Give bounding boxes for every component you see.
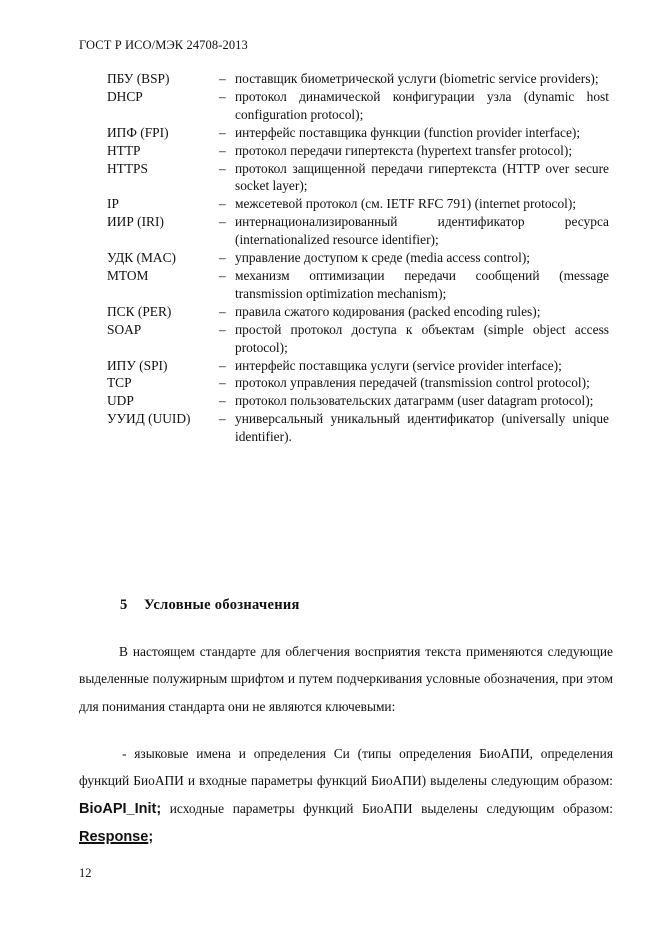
abbreviation-term: MTOM — [107, 267, 149, 283]
abbreviation-definition: управление доступом к среде (media access control); — [235, 250, 531, 266]
notation-lead-text: - языковые имена и определения Си (типы определения БиоАПИ, определения функций БиоАПИ и входные параметры функций БиоАПИ) выделены следующим образом: — [79, 746, 613, 789]
abbreviation-term: UDP — [107, 393, 134, 409]
abbreviation-row — [107, 392, 609, 410]
notation-middle-text: исходные параметры функций БиоАПИ выделены следующим образом: — [161, 800, 613, 816]
abbreviation-term: IP — [107, 196, 119, 212]
abbreviation-dash: – — [219, 142, 226, 158]
abbreviation-dash: – — [219, 393, 226, 409]
abbreviation-term: TCP — [107, 375, 132, 391]
abbreviation-row — [107, 249, 609, 267]
abbreviation-definition: межсетевой протокол (см. IETF RFC 791) (internet protocol); — [235, 196, 577, 212]
abbreviation-definition: протокол защищенной передачи гипертекста (HTTP over secure socket layer); — [235, 160, 609, 194]
abbreviation-definition: поставщик биометрической услуги (biometric service providers); — [235, 71, 599, 86]
abbreviation-row — [107, 374, 609, 392]
abbreviation-term: DHCP — [107, 88, 143, 104]
abbreviation-dash: – — [219, 357, 226, 373]
notation-paragraph — [79, 740, 613, 852]
abbreviation-term: HTTPS — [107, 160, 148, 176]
abbreviation-term: УУИД (UUID) — [107, 411, 191, 427]
section-heading — [120, 597, 300, 614]
abbreviation-dash: – — [219, 321, 226, 337]
abbreviation-dash: – — [219, 124, 226, 140]
abbreviation-definition: интернационализированный идентификатор ресурса (internationalized resource identifier); — [235, 214, 609, 248]
document-header: ГОСТ Р ИСО/МЭК 24708-2013 — [79, 38, 248, 52]
abbreviation-dash: – — [219, 267, 226, 283]
abbreviation-row — [107, 142, 609, 160]
abbreviation-definition: механизм оптимизации передачи сообщений (message transmission optimization mechanism); — [235, 267, 609, 301]
abbreviation-term: ПБУ (BSP) — [107, 71, 170, 86]
abbreviation-dash: – — [219, 160, 226, 176]
abbreviation-dash: – — [219, 214, 226, 230]
abbreviation-term: УДК (MAC) — [107, 250, 176, 266]
abbreviation-row — [107, 70, 609, 88]
abbreviation-definition: протокол управления передачей (transmission control protocol); — [235, 375, 590, 391]
abbreviation-row — [107, 267, 609, 303]
abbreviation-row — [107, 88, 609, 124]
abbreviation-row — [107, 160, 609, 196]
bold-example: BioAPI_Init; — [79, 800, 162, 817]
page-number: 12 — [79, 866, 92, 880]
abbreviation-term: ИИР (IRI) — [107, 214, 164, 230]
abbreviation-row — [107, 303, 609, 321]
abbreviation-definition: правила сжатого кодирования (packed encoding rules); — [235, 303, 541, 319]
abbreviation-definition: интерфейс поставщика функции (function provider interface); — [235, 124, 581, 140]
abbreviation-dash: – — [219, 375, 226, 391]
abbreviation-term: ИПУ (SPI) — [107, 357, 168, 373]
abbreviation-definition: протокол динамической конфигурации узла (dynamic host configuration protocol); — [235, 88, 609, 122]
abbreviation-dash: – — [219, 303, 226, 319]
section-title: Условные обозначения — [144, 597, 300, 613]
abbreviation-dash: – — [219, 250, 226, 266]
abbreviations-list — [107, 70, 609, 446]
abbreviation-term: ПСК (PER) — [107, 303, 172, 319]
section-number: 5 — [120, 597, 128, 613]
underlined-example-tail: ; — [148, 829, 154, 846]
abbreviation-row — [107, 195, 609, 213]
abbreviation-definition: универсальный уникальный идентификатор (universally unique identifier). — [235, 411, 609, 445]
abbreviation-definition: протокол пользовательских датаграмм (user datagram protocol); — [235, 393, 594, 409]
abbreviation-definition: протокол передачи гипертекста (hypertext transfer protocol); — [235, 142, 573, 158]
abbreviation-dash: – — [219, 411, 226, 427]
abbreviation-row — [107, 124, 609, 142]
intro-paragraph: В настоящем стандарте для облегчения восприятия текста применяются следующие выделенные полужирным шрифтом и путем подчеркивания условные обозначения, при этом для понимания стандарта они не являются ключевыми: — [79, 644, 613, 714]
abbreviation-definition: простой протокол доступа к объектам (simple object access protocol); — [235, 321, 609, 355]
abbreviation-row — [107, 410, 609, 446]
abbreviation-term: SOAP — [107, 321, 142, 337]
abbreviation-dash: – — [219, 71, 226, 86]
abbreviation-term: HTTP — [107, 142, 141, 158]
abbreviation-term: ИПФ (FPI) — [107, 124, 169, 140]
abbreviation-definition: интерфейс поставщика услуги (service provider interface); — [235, 357, 562, 373]
abbreviation-row — [107, 357, 609, 375]
abbreviation-row — [107, 321, 609, 357]
abbreviation-dash: – — [219, 88, 226, 104]
abbreviation-row — [107, 213, 609, 249]
underlined-example: Response — [79, 829, 149, 846]
abbreviation-dash: – — [219, 196, 226, 212]
